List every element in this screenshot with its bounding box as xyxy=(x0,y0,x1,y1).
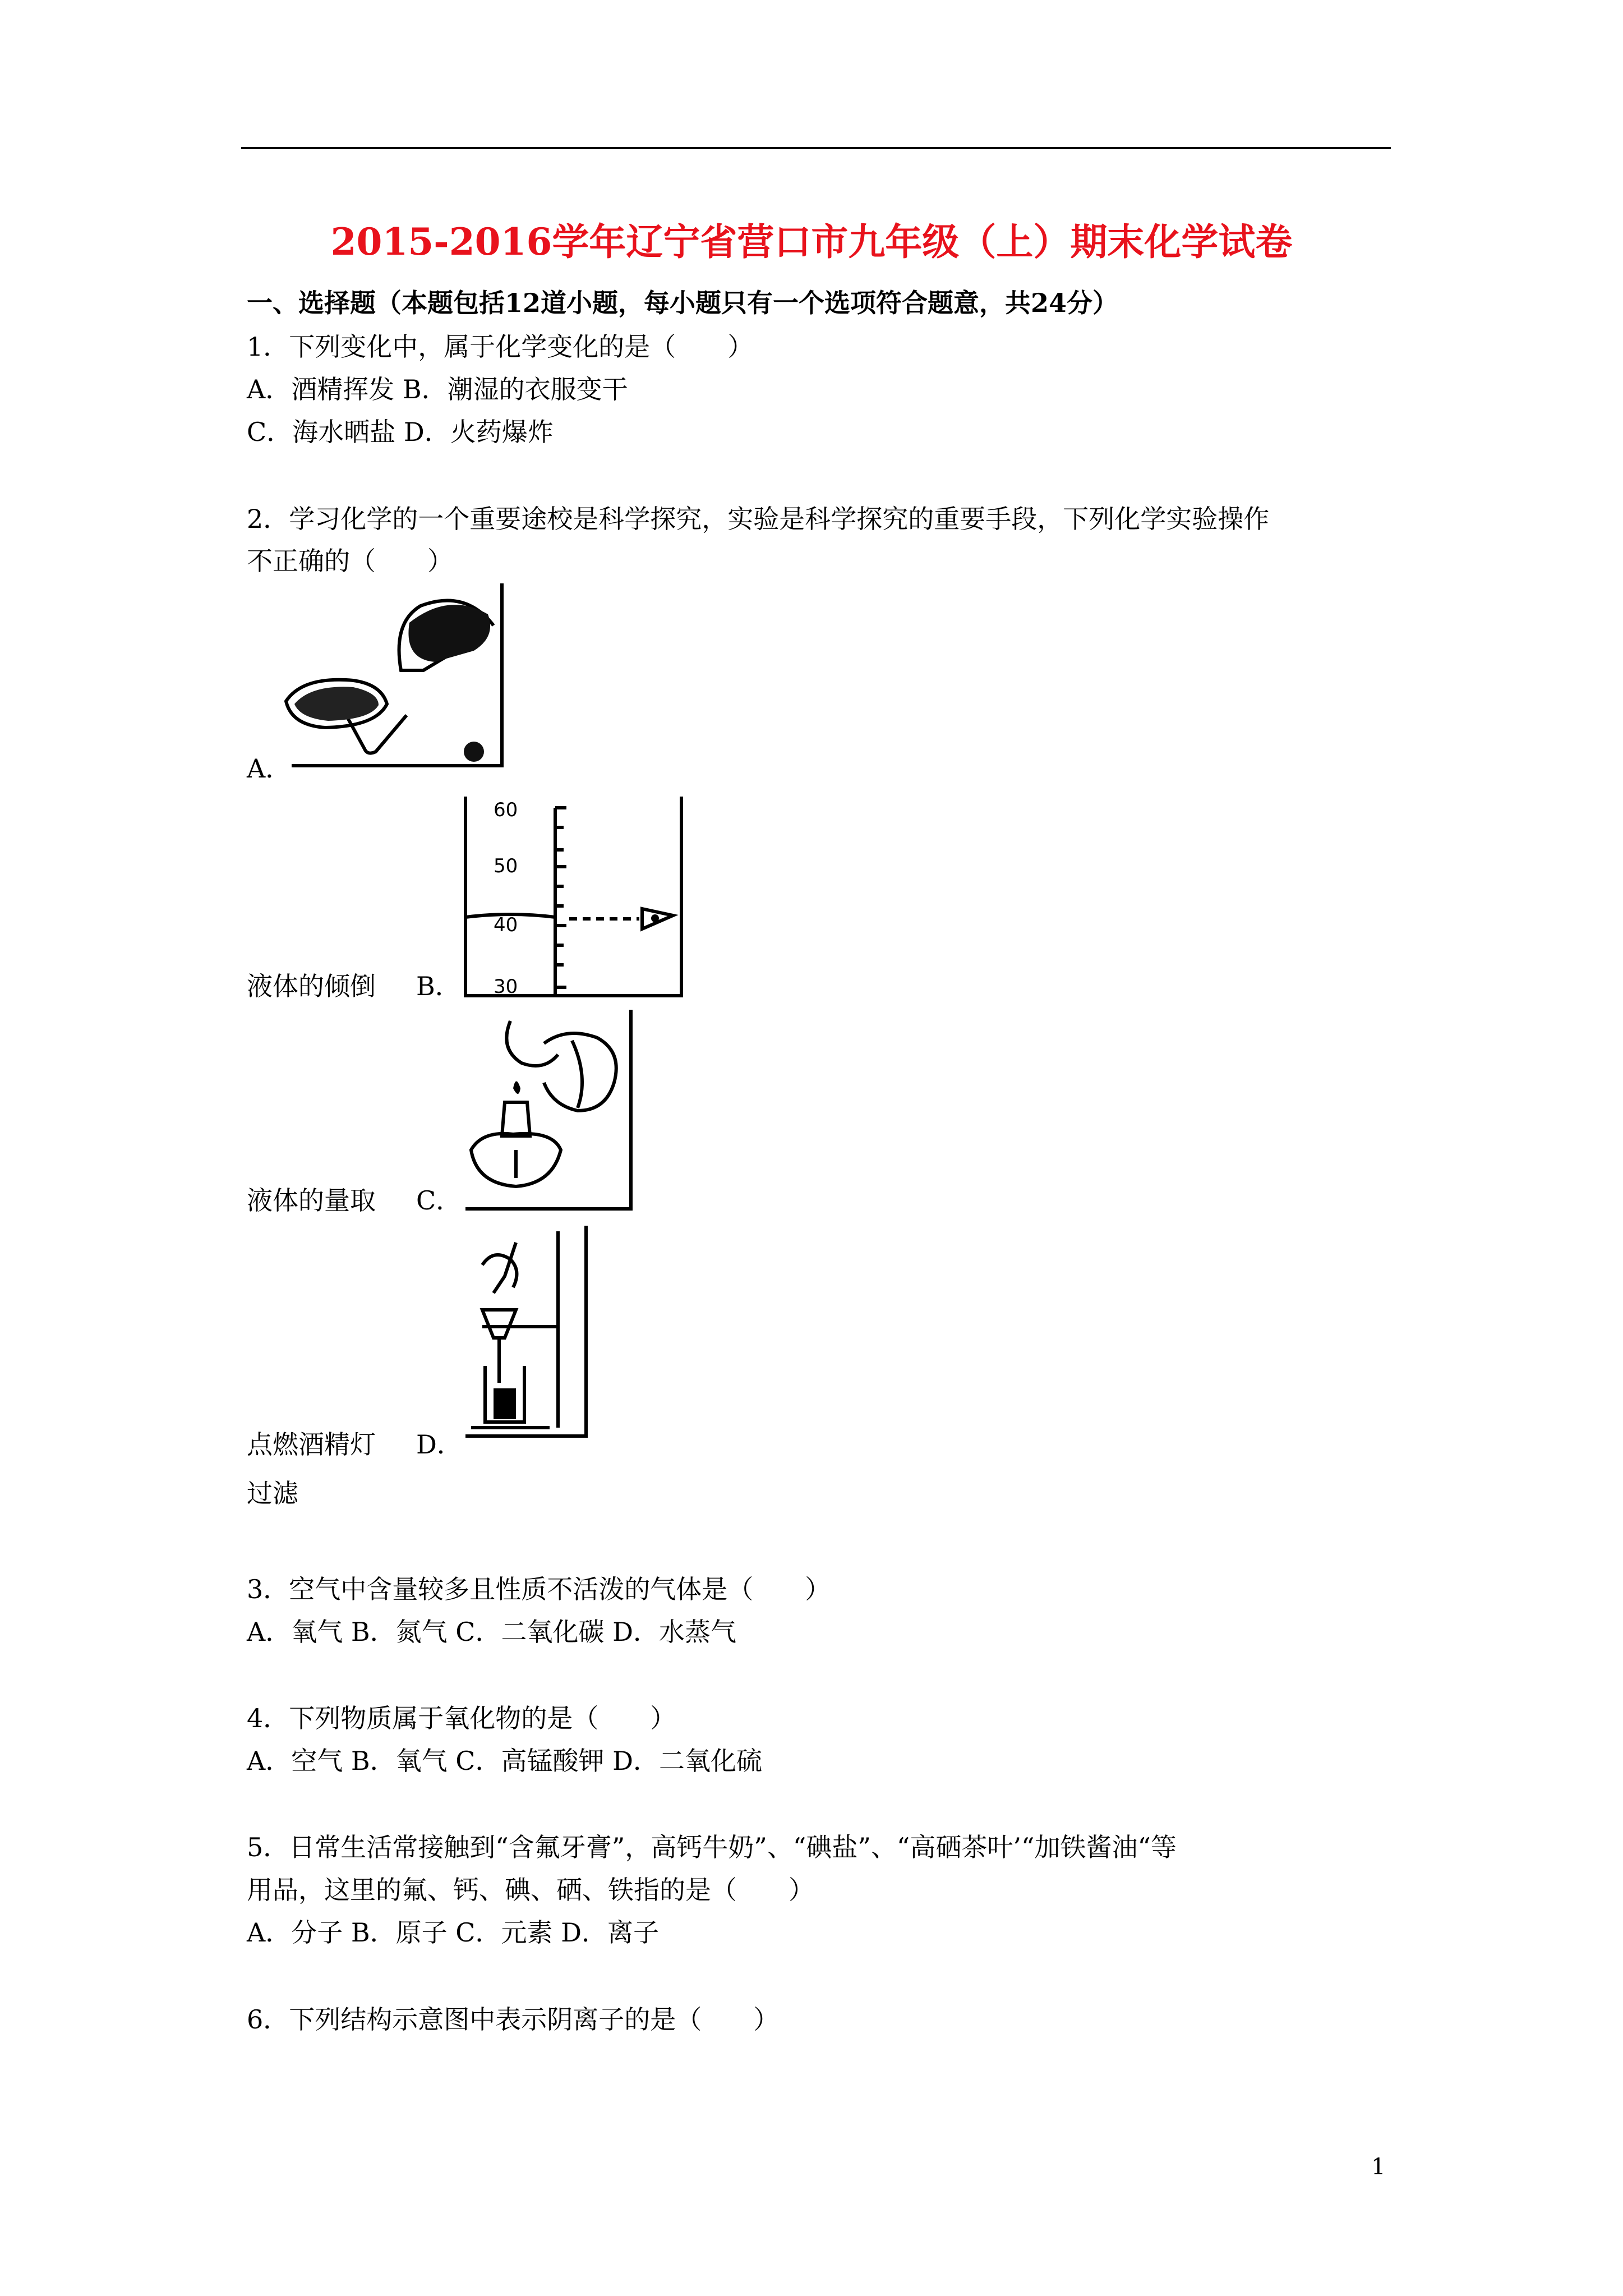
exam-title: 2015-2016学年辽宁省营口市九年级（上）期末化学试卷 xyxy=(330,220,1293,264)
tick-60: 60 xyxy=(494,799,518,821)
q4-options: A．空气 B．氧气 C．高锰酸钾 D．二氧化硫 xyxy=(247,1746,762,1776)
q1-stem: 1．下列变化中，属于化学变化的是（ ） xyxy=(247,332,754,362)
q4-stem: 4．下列物质属于氧化物的是（ ） xyxy=(247,1703,676,1733)
caption-c: 点燃酒精灯 xyxy=(247,1429,376,1460)
option-d-label: D． xyxy=(416,1429,463,1460)
q2-stem-line1: 2．学习化学的一个重要途校是科学探究，实验是科学探究的重要手段，下列化学实验操作 xyxy=(247,504,1270,534)
q1-options-cd: C．海水晒盐 D．火药爆炸 xyxy=(247,417,554,447)
q5-stem-line1: 5．日常生活常接触到“含氟牙膏”，高钙牛奶”、“碘盐”、“高硒茶叶’“加铁酱油“等 xyxy=(247,1832,1177,1862)
page-number: 1 xyxy=(1371,2154,1386,2180)
option-c-label: C． xyxy=(416,1185,462,1216)
caption-d: 过滤 xyxy=(247,1478,298,1508)
tick-30: 30 xyxy=(494,976,518,998)
q3-options: A．氧气 B．氮气 C．二氧化碳 D．水蒸气 xyxy=(247,1617,736,1647)
figure-filtration xyxy=(460,1226,589,1442)
q1-options-ab: A．酒精挥发 B．潮湿的衣服变干 xyxy=(247,374,628,404)
q2-stem-line2: 不正确的（ ） xyxy=(247,546,453,576)
caption-b: 液体的量取 xyxy=(247,1185,376,1216)
caption-a: 液体的倾倒 xyxy=(247,971,376,1001)
option-b-label: B． xyxy=(416,971,461,1001)
q3-stem: 3．空气中含量较多且性质不活泼的气体是（ ） xyxy=(247,1574,831,1604)
tick-40: 40 xyxy=(494,914,518,936)
figure-measuring-cylinder xyxy=(460,797,690,999)
figure-alcohol-lamp xyxy=(460,1010,634,1212)
header-rule xyxy=(241,147,1391,149)
q5-stem-line2: 用品，这里的氟、钙、碘、硒、铁指的是（ ） xyxy=(247,1875,814,1905)
option-a-label: A． xyxy=(247,753,292,784)
q5-options: A．分子 B．原子 C．元素 D．离子 xyxy=(247,1917,659,1948)
tick-50: 50 xyxy=(494,855,518,877)
figure-pouring-liquid xyxy=(280,581,516,769)
q6-stem: 6．下列结构示意图中表示阴离子的是（ ） xyxy=(247,2004,780,2035)
section-heading: 一、选择题（本题包括12道小题，每小题只有一个选项符合题意，共24分） xyxy=(247,288,1119,318)
